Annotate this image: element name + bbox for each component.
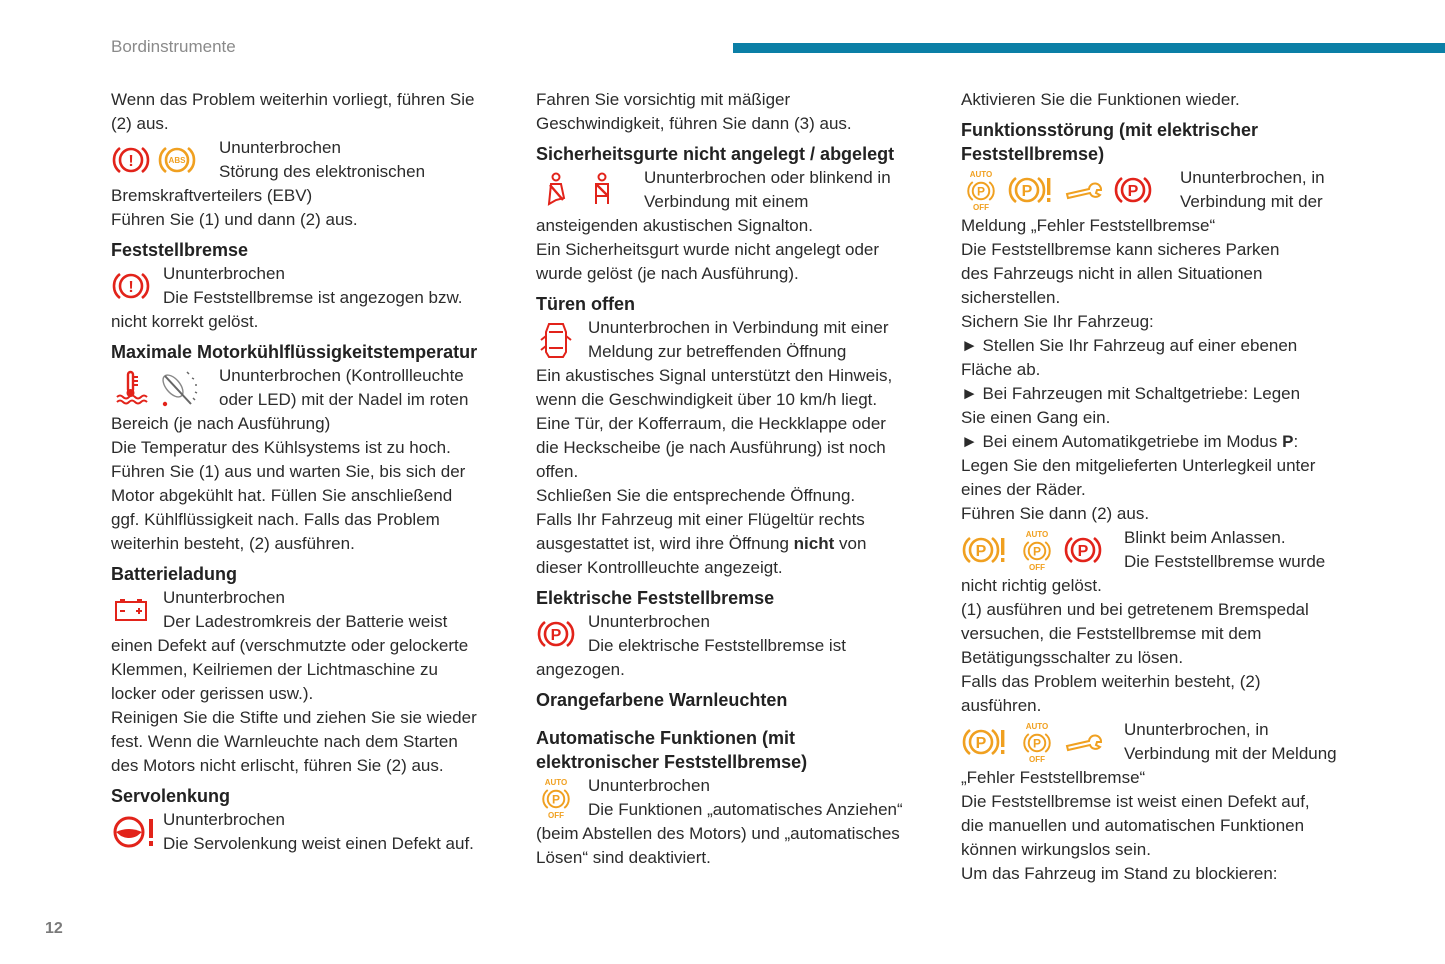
text-line: (beim Abstellen des Motors) und „automatisches <box>536 824 900 843</box>
text-line: fest. Wenn die Warnleuchte nach dem Starten <box>111 732 458 751</box>
text-line: Die Funktionen „automatisches Anziehen“ <box>588 800 903 819</box>
text-line: offen. <box>536 462 579 481</box>
svg-text:P: P <box>1032 544 1042 559</box>
section-heading: Batterieladung <box>111 564 238 584</box>
section-heading: Sicherheitsgurte nicht angelegt / abgelegt <box>536 144 895 164</box>
warning-icons <box>111 808 163 856</box>
text-line: Ununterbrochen oder blinkend in <box>644 168 891 187</box>
column-1 <box>111 88 531 856</box>
text-line: die manuellen und automatischen Funktionen <box>961 816 1305 835</box>
text-line: locker oder gerissen usw.). <box>111 684 314 703</box>
seatbelt-rear-icon <box>582 170 622 210</box>
text-line: Sichern Sie Ihr Fahrzeug: <box>961 312 1154 331</box>
text-line: ► Stellen Sie Ihr Fahrzeug auf einer ebenen <box>961 336 1298 355</box>
text-line: Bereich (je nach Ausführung) <box>111 414 331 433</box>
section-heading: Türen offen <box>536 294 635 314</box>
warning-light-description <box>536 610 956 682</box>
svg-text:OFF: OFF <box>1029 563 1045 570</box>
text-line: Falls Ihr Fahrzeug mit einer Flügeltür rechts <box>536 510 865 529</box>
text-line: Reinigen Sie die Stifte und ziehen Sie sie wieder <box>111 708 477 727</box>
park-fault-icon <box>961 722 1011 762</box>
text-line: Führen Sie dann (2) aus. <box>961 504 1150 523</box>
warning-icons <box>961 166 1180 214</box>
text-line: Eine Tür, der Kofferraum, die Heckklappe oder <box>536 414 886 433</box>
text-line: Die elektrische Feststellbremse ist <box>588 636 846 655</box>
section-heading: Funktionsstörung (mit elektrischer <box>961 120 1259 140</box>
text-line: Die Servolenkung weist einen Defekt auf. <box>163 834 474 853</box>
text-line: nicht korrekt gelöst. <box>111 312 259 331</box>
text-line: Die Feststellbremse wurde <box>1124 552 1326 571</box>
text-line: Die Feststellbremse ist weist einen Defekt auf, <box>961 792 1310 811</box>
svg-text:P: P <box>1077 542 1089 560</box>
text-line: (1) ausführen und bei getretenem Bremspedal <box>961 600 1309 619</box>
text-line: Ununterbrochen in Verbindung mit einer <box>588 318 889 337</box>
text-line: Betätigungsschalter zu lösen. <box>961 648 1184 667</box>
section-heading: Maximale Motorkühlflüssigkeitstemperatur <box>111 342 478 362</box>
svg-text:!: ! <box>128 152 134 170</box>
seatbelt-front-icon <box>536 170 576 210</box>
section-heading: elektronischer Feststellbremse) <box>536 752 808 772</box>
svg-text:ABS: ABS <box>168 155 186 165</box>
text-line: Führen Sie (1) aus und warten Sie, bis sich der <box>111 462 466 481</box>
text-line: nicht richtig gelöst. <box>961 576 1102 595</box>
warning-light-description <box>961 526 1401 718</box>
electric-parking-brake-icon <box>1113 170 1153 210</box>
text-line: ansteigenden akustischen Signalton. <box>536 216 813 235</box>
text-line: Schließen Sie die entsprechende Öffnung. <box>536 486 856 505</box>
text-line: einen Defekt auf (verschmutzte oder gelockerte <box>111 636 469 655</box>
section-heading: Orangefarbene Warnleuchten <box>536 690 788 710</box>
warning-icons <box>536 774 588 822</box>
text-line: Klemmen, Keilriemen der Lichtmaschine zu <box>111 660 438 679</box>
bold-text: P <box>1282 432 1294 451</box>
auto-park-off-icon <box>1017 722 1057 762</box>
text-line: Ununterbrochen (Kontrollleuchte <box>219 366 464 385</box>
section-heading: Feststellbremse) <box>961 144 1105 164</box>
text-line: des Motors nicht erlischt, führen Sie (2) aus. <box>111 756 444 775</box>
text-line: Fläche ab. <box>961 360 1041 379</box>
svg-text:!: ! <box>128 278 134 296</box>
warning-icons <box>961 526 1124 574</box>
text-line: Verbindung mit der <box>1180 192 1323 211</box>
text-line: dieser Kontrollleuchte angezeigt. <box>536 558 783 577</box>
text-line: Verbindung mit einem <box>644 192 809 211</box>
text-segment: ► Bei einem Automatikgetriebe im Modus <box>961 432 1283 451</box>
warning-light-description <box>536 166 956 286</box>
warning-icons <box>536 316 588 364</box>
text-line: Blinkt beim Anlassen. <box>1124 528 1286 547</box>
svg-text:OFF: OFF <box>1029 755 1045 762</box>
text-line: ausführen. <box>961 696 1042 715</box>
text-line: (2) aus. <box>111 114 169 133</box>
svg-text:OFF: OFF <box>548 811 564 818</box>
warning-light-description <box>536 316 956 580</box>
electric-parking-brake-icon <box>1063 530 1103 570</box>
warning-light-description <box>111 364 531 556</box>
text-line: angezogen. <box>536 660 625 679</box>
text-line: Ununterbrochen <box>163 810 285 829</box>
text-line: versuchen, die Feststellbremse mit dem <box>961 624 1262 643</box>
svg-text:P: P <box>975 734 987 752</box>
text-line: Aktivieren Sie die Funktionen wieder. <box>961 90 1240 109</box>
svg-text:OFF: OFF <box>973 203 989 210</box>
coolant-temperature-icon <box>111 368 151 408</box>
temperature-gauge-icon <box>157 368 201 408</box>
text-line: Wenn das Problem weiterhin vorliegt, führen Sie <box>111 90 475 109</box>
text-line: des Fahrzeugs nicht in allen Situationen <box>961 264 1263 283</box>
column-3 <box>961 88 1401 886</box>
text-line: ► Bei Fahrzeugen mit Schaltgetriebe: Legen <box>961 384 1301 403</box>
text-line: Die Feststellbremse kann sicheres Parken <box>961 240 1280 259</box>
svg-text:P: P <box>550 626 562 644</box>
text-line: Meldung „Fehler Feststellbremse“ <box>961 216 1216 235</box>
section-title: Bordinstrumente <box>111 37 236 56</box>
text-line: weiterhin besteht, (2) ausführen. <box>111 534 355 553</box>
section-heading: Elektrische Feststellbremse <box>536 588 775 608</box>
brake-warning-icon <box>111 140 151 180</box>
text-line: können wirkungslos sein. <box>961 840 1151 859</box>
warning-icons <box>536 166 644 214</box>
text-line: Bremskraftverteilers (EBV) <box>111 186 313 205</box>
park-fault-icon <box>961 530 1011 570</box>
svg-text:P: P <box>1127 182 1139 200</box>
text-line: eines der Räder. <box>961 480 1086 499</box>
park-fault-icon <box>1007 170 1057 210</box>
auto-park-off-icon <box>1017 530 1057 570</box>
text-line: Ein akustisches Signal unterstützt den Hinweis, <box>536 366 893 385</box>
text-line: Ununterbrochen <box>163 264 285 283</box>
text-line: Ununterbrochen <box>219 138 341 157</box>
power-steering-icon <box>111 812 157 852</box>
text-line: Ununterbrochen, in <box>1180 168 1325 187</box>
svg-text:P: P <box>975 542 987 560</box>
text-line: „Fehler Feststellbremse“ <box>961 768 1146 787</box>
door-open-icon <box>536 320 576 360</box>
text-line: wurde gelöst (je nach Ausführung). <box>536 264 799 283</box>
paragraph <box>961 88 1401 112</box>
warning-icons <box>536 610 588 658</box>
section-accent-bar <box>733 43 1445 53</box>
text-line <box>961 432 1298 451</box>
brake-warning-icon <box>111 266 151 306</box>
text-line: oder LED) mit der Nadel im roten <box>219 390 469 409</box>
text-line: Ununterbrochen <box>588 612 710 631</box>
section-heading: Automatische Funktionen (mit <box>536 728 796 748</box>
svg-text:AUTO: AUTO <box>969 170 993 179</box>
text-line: die Heckscheibe (je nach Ausführung) ist noch <box>536 438 886 457</box>
svg-text:AUTO: AUTO <box>544 778 568 787</box>
text-line: Fahren Sie vorsichtig mit mäßiger <box>536 90 791 109</box>
warning-light-description <box>536 774 956 870</box>
svg-text:AUTO: AUTO <box>1025 530 1049 539</box>
text-line: Lösen“ sind deaktiviert. <box>536 848 711 867</box>
svg-text:P: P <box>976 184 986 199</box>
electric-parking-brake-icon <box>536 614 576 654</box>
warning-light-description <box>111 808 531 856</box>
text-line: Meldung zur betreffenden Öffnung <box>588 342 847 361</box>
warning-icons <box>961 718 1124 766</box>
section-heading: Servolenkung <box>111 786 231 806</box>
warning-icons <box>111 586 163 634</box>
text-segment: ausgestattet ist, wird ihre Öffnung <box>536 534 794 553</box>
text-line: Ununterbrochen <box>588 776 710 795</box>
text-line: Motor abgekühlt hat. Füllen Sie anschließend <box>111 486 453 505</box>
paragraph <box>536 88 956 136</box>
svg-text:P: P <box>1032 736 1042 751</box>
text-line: Sie einen Gang ein. <box>961 408 1111 427</box>
auto-park-off-icon <box>536 778 576 818</box>
svg-text:P: P <box>1021 182 1033 200</box>
text-line: ggf. Kühlflüssigkeit nach. Falls das Problem <box>111 510 440 529</box>
text-line: Ununterbrochen, in <box>1124 720 1269 739</box>
warning-light-description <box>111 586 531 778</box>
warning-icons <box>111 364 219 412</box>
service-wrench-icon <box>1063 170 1107 210</box>
text-line: Der Ladestromkreis der Batterie weist <box>163 612 448 631</box>
text-line: Ununterbrochen <box>163 588 285 607</box>
text-line: Störung des elektronischen <box>219 162 426 181</box>
svg-text:P: P <box>551 792 561 807</box>
text-line: Legen Sie den mitgelieferten Unterlegkeil unter <box>961 456 1316 475</box>
column-2 <box>536 88 956 870</box>
warning-icons <box>111 262 163 310</box>
text-line: Die Feststellbremse ist angezogen bzw. <box>163 288 463 307</box>
paragraph <box>111 88 531 136</box>
text-segment: von <box>834 534 867 553</box>
warning-light-description <box>961 718 1401 886</box>
text-line: Führen Sie (1) und dann (2) aus. <box>111 210 358 229</box>
bold-text: nicht <box>793 534 835 553</box>
text-line <box>536 534 866 553</box>
svg-text:AUTO: AUTO <box>1025 722 1049 731</box>
abs-icon <box>157 140 197 180</box>
warning-light-description <box>111 136 531 232</box>
text-segment: : <box>1293 432 1299 451</box>
text-line: Ein Sicherheitsgurt wurde nicht angelegt oder <box>536 240 880 259</box>
service-wrench-icon <box>1063 722 1107 762</box>
text-line: Um das Fahrzeug im Stand zu blockieren: <box>961 864 1278 883</box>
text-line: wenn die Geschwindigkeit über 10 km/h liegt. <box>536 390 878 409</box>
auto-park-off-icon <box>961 170 1001 210</box>
text-line: Die Temperatur des Kühlsystems ist zu hoch. <box>111 438 451 457</box>
text-line: Geschwindigkeit, führen Sie dann (3) aus. <box>536 114 852 133</box>
warning-light-description <box>961 166 1401 526</box>
warning-light-description <box>111 262 531 334</box>
warning-icons <box>111 136 219 184</box>
section-heading: Feststellbremse <box>111 240 249 260</box>
text-line: Verbindung mit der Meldung <box>1124 744 1337 763</box>
text-line: sicherstellen. <box>961 288 1061 307</box>
text-line: Falls das Problem weiterhin besteht, (2) <box>961 672 1261 691</box>
page-number: 12 <box>45 920 63 937</box>
battery-icon <box>111 590 151 630</box>
